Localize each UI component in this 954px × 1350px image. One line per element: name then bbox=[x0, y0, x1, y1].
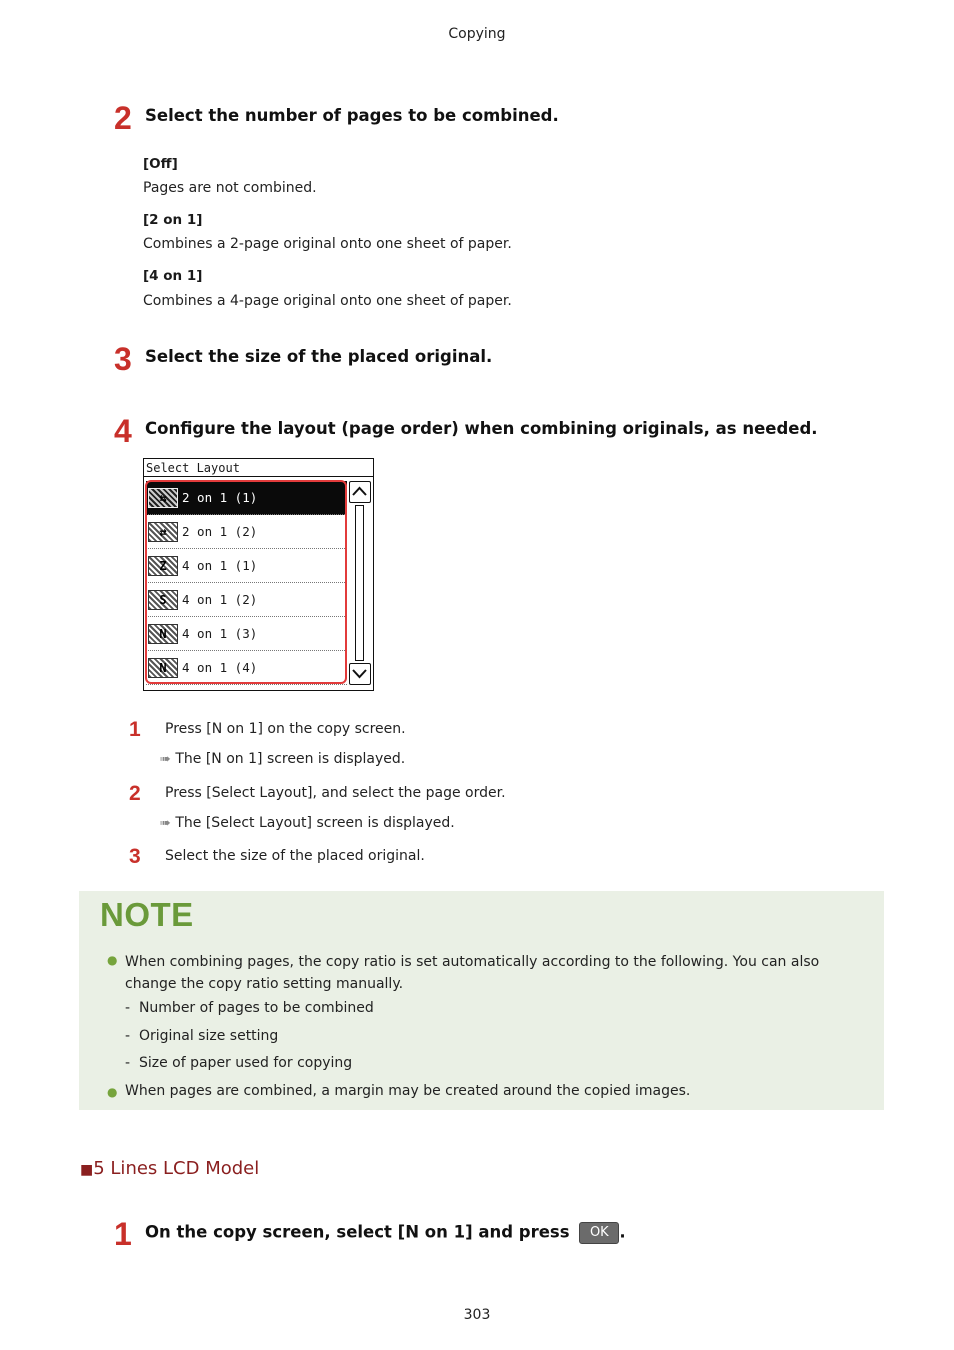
substep-number: 2 bbox=[129, 782, 141, 805]
step-number: 1 bbox=[114, 1216, 132, 1252]
layout-option-label: 2 on 1 (1) bbox=[182, 490, 258, 505]
option-description: Combines a 4-page original onto one sheet of paper. bbox=[143, 293, 512, 309]
result-arrow-icon: ➠ bbox=[160, 816, 171, 831]
option-label: [4 on 1] bbox=[143, 268, 203, 284]
option-label: [Off] bbox=[143, 156, 178, 172]
scroll-up-button[interactable] bbox=[349, 481, 371, 503]
step-number: 4 bbox=[114, 413, 132, 449]
substep-result: ➠ The [Select Layout] screen is displayed. bbox=[160, 815, 455, 831]
square-bullet-icon: ■ bbox=[80, 1162, 94, 1178]
note-subitem: - Size of paper used for copying bbox=[125, 1055, 353, 1071]
scrollbar[interactable] bbox=[349, 481, 371, 685]
layout-option-label: 4 on 1 (1) bbox=[182, 558, 258, 573]
layout-4on1-n-icon: N bbox=[148, 624, 178, 644]
substep-number: 3 bbox=[129, 845, 141, 868]
substep-text: Press [Select Layout], and select the page order. bbox=[165, 785, 506, 801]
result-arrow-icon: ➠ bbox=[160, 752, 171, 767]
step-number: 3 bbox=[114, 341, 132, 377]
layout-4on1-reverse-n-icon: N bbox=[148, 658, 178, 678]
substep-text: Select the size of the placed original. bbox=[165, 848, 425, 864]
step-number: 2 bbox=[114, 100, 132, 136]
option-label: [2 on 1] bbox=[143, 212, 203, 228]
step-title: Select the number of pages to be combined. bbox=[145, 106, 559, 125]
layout-option-label: 4 on 1 (4) bbox=[182, 660, 258, 675]
highlight-frame bbox=[145, 480, 347, 684]
step-title: Configure the layout (page order) when combining originals, as needed. bbox=[145, 419, 818, 438]
ok-key-icon: OK bbox=[579, 1222, 619, 1244]
note-bullet-text: When pages are combined, a margin may be created around the copied images. bbox=[125, 1083, 691, 1099]
chevron-up-icon bbox=[350, 482, 369, 501]
scroll-down-button[interactable] bbox=[349, 663, 371, 685]
substep-result: ➠ The [N on 1] screen is displayed. bbox=[160, 751, 406, 767]
layout-2on1-right-left-icon: ⇄ bbox=[148, 522, 178, 542]
bullet-icon: ● bbox=[107, 953, 118, 967]
layout-2on1-left-right-icon: ⇆ bbox=[148, 488, 178, 508]
layout-option-label: 4 on 1 (3) bbox=[182, 626, 258, 641]
layout-option-label: 2 on 1 (2) bbox=[182, 524, 258, 539]
lcd-screen-title: Select Layout bbox=[144, 459, 373, 477]
running-header: Copying bbox=[448, 26, 506, 42]
scroll-track[interactable] bbox=[355, 505, 364, 661]
section-heading: ■5 Lines LCD Model bbox=[80, 1158, 260, 1179]
note-bullet-text: When combining pages, the copy ratio is set automatically according to the following. You can also change the copy ratio setting manually. bbox=[125, 954, 820, 992]
note-subitem: - Original size setting bbox=[125, 1028, 279, 1044]
step-title: Select the size of the placed original. bbox=[145, 347, 493, 366]
option-description: Pages are not combined. bbox=[143, 180, 317, 196]
note-title: NOTE bbox=[100, 896, 194, 933]
chevron-down-icon bbox=[350, 664, 369, 683]
layout-4on1-z-icon: Z bbox=[148, 556, 178, 576]
page-number: 303 bbox=[463, 1307, 491, 1323]
bullet-icon: ● bbox=[107, 1085, 118, 1099]
option-description: Combines a 2-page original onto one sheet of paper. bbox=[143, 236, 512, 252]
substep-number: 1 bbox=[129, 718, 141, 741]
substep-text: Press [N on 1] on the copy screen. bbox=[165, 721, 406, 737]
layout-4on1-reverse-z-icon: S bbox=[148, 590, 178, 610]
step-title: On the copy screen, select [N on 1] and press OK . bbox=[145, 1222, 626, 1244]
note-subitem: - Number of pages to be combined bbox=[125, 1000, 374, 1016]
layout-option-label: 4 on 1 (2) bbox=[182, 592, 258, 607]
